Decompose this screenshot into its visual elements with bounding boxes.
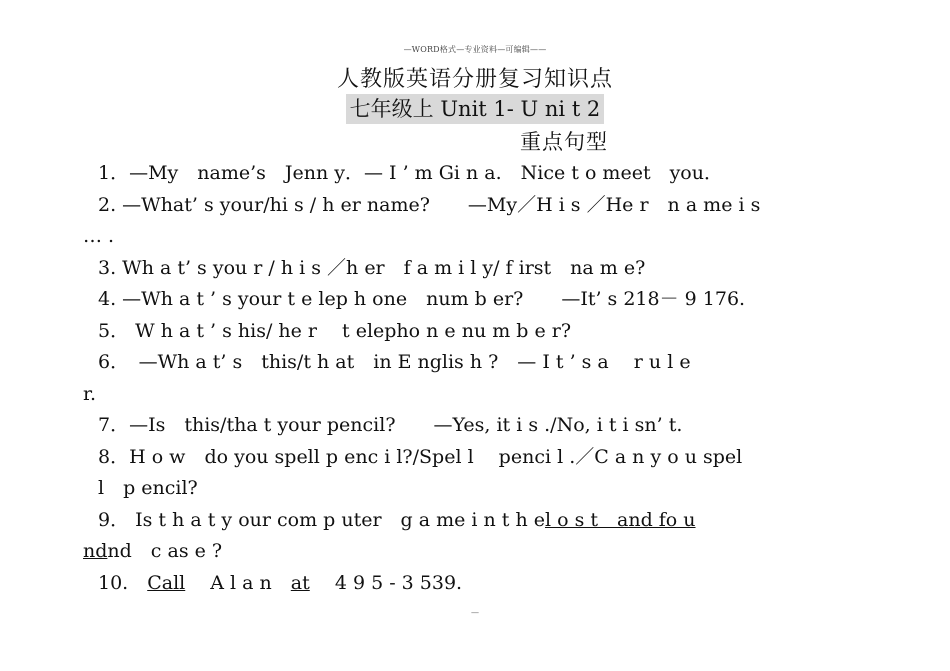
sentence-line-8: 8．H o w do you spell p enc i l?/Spel l penci l .／C a n y o u spel (98, 445, 743, 468)
line-10-space-3 (310, 572, 335, 594)
subtitle-container (0, 94, 950, 124)
case-text: nd c as e ? (107, 540, 223, 562)
line-10-space-1 (185, 572, 210, 594)
sentence-line-7: 7．—Is this/tha t your pencil? —Yes, it i s ./No, i t i sn’ t. (98, 414, 683, 436)
sentence-line-5: 5． W h a t ’ s his/ he r t elepho n e nu m b e r? (98, 319, 572, 342)
page-title: 人教版英语分册复习知识点 (336, 67, 613, 92)
sentence-line-3: 3. Wh a t’ s you r / h i s ／h er f a m i l y/ f irst na m e? (98, 256, 646, 279)
sentence-line-9-cont (83, 536, 858, 568)
sentence-list (83, 158, 858, 599)
phone-number: 4 9 5 - 3 539. (334, 571, 463, 594)
sentence-line-9 (98, 505, 858, 537)
page-subtitle: 七年级上 Unit 1- U ni t 2 (346, 94, 605, 124)
sentence-line-10 (98, 568, 858, 600)
line-10-space-2 (272, 572, 291, 594)
call-underline: Call (147, 571, 186, 594)
sentence-line-9-text: 9． Is t h a t y our com p uter g a me i n t h e (98, 508, 545, 531)
header-note: —WORD格式—专业资料—可编辑—— (403, 45, 547, 54)
footer-mark: — (471, 608, 479, 617)
sentence-line-8-cont: l p encil? (98, 477, 198, 499)
sentence-line-2-cont: … . (83, 225, 115, 247)
sentence-line-1: 1．—My name’s Jenn y．— I ’ m Gi n a. Nice t o meet you． (98, 162, 723, 184)
sentence-line-6: 6． —Wh a t’ s this/t h at in E nglis h ? — I t ’ s a r u l e (98, 351, 691, 373)
line-10-number: 10. (98, 571, 148, 594)
lost-and-found-underline: l o s t and fo u (544, 508, 696, 531)
section-heading: 重点句型 (520, 130, 608, 154)
sentence-line-6-cont: r. (83, 382, 97, 405)
sentence-line-2: 2. —What’ s your/hi s / h er name? —My／H i s ／He r n a me i s (98, 193, 761, 216)
alan-text: A l a n (210, 571, 272, 594)
sentence-line-4: 4. —Wh a t ’ s your t e lep h one num b er? —It’ s 218－ 9 176. (98, 288, 746, 310)
at-underline: at (290, 571, 310, 594)
nd-underline: nd (83, 540, 108, 562)
